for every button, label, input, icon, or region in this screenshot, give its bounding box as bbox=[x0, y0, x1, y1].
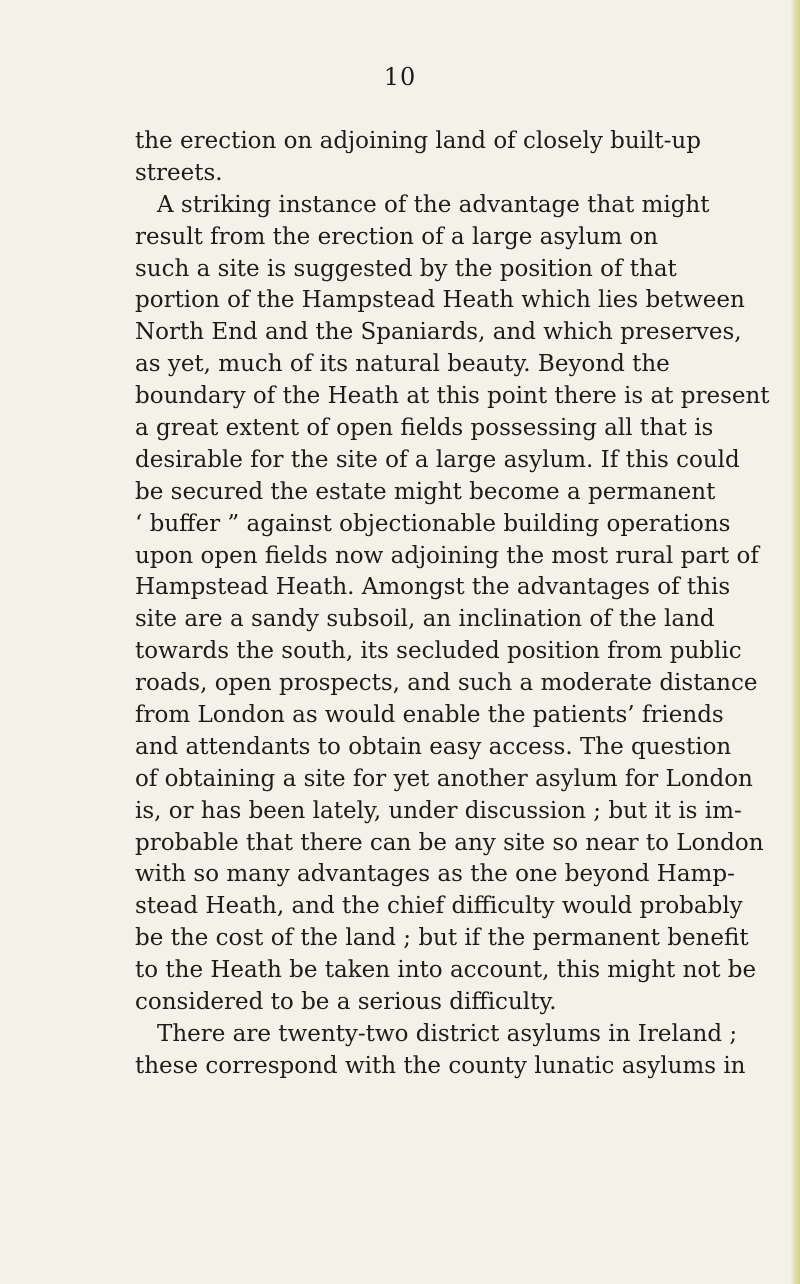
text-line: be secured the estate might become a permanent bbox=[135, 478, 716, 505]
body-text bbox=[135, 126, 770, 1083]
text-line: portion of the Hampstead Heath which lies between bbox=[135, 287, 745, 314]
text-line: is, or has been lately, under discussion ; but it is im- bbox=[135, 797, 742, 824]
text-line: with so many advantages as the one beyond Hamp- bbox=[135, 861, 735, 888]
text-line: the erection on adjoining land of closely built-up bbox=[135, 128, 701, 154]
page-number: 10 bbox=[383, 63, 417, 91]
text-line: ‘ buffer ” against objectionable building operations bbox=[135, 510, 731, 537]
text-line: such a site is suggested by the position of that bbox=[135, 255, 677, 282]
text-line: stead Heath, and the chief difficulty would probably bbox=[135, 893, 743, 920]
text-line: Hampstead Heath. Amongst the advantages of this bbox=[135, 574, 731, 601]
text-line: result from the erection of a large asylum on bbox=[135, 223, 659, 250]
text-line: be the cost of the land ; but if the permanent benefit bbox=[135, 925, 749, 952]
text-line: boundary of the Heath at this point there is at present bbox=[135, 383, 770, 410]
text-line: towards the south, its secluded position from public bbox=[135, 638, 742, 665]
text-line: probable that there can be any site so near to London bbox=[135, 829, 764, 856]
page-edge bbox=[790, 0, 800, 1284]
text-line: roads, open prospects, and such a moderate distance bbox=[135, 670, 758, 697]
text-line: site are a sandy subsoil, an inclination of the land bbox=[135, 606, 715, 633]
text-line: A striking instance of the advantage that might bbox=[157, 191, 710, 218]
text-line: as yet, much of its natural beauty. Beyond the bbox=[135, 351, 670, 378]
text-line: from London as would enable the patients’ friends bbox=[135, 702, 724, 729]
text-line: upon open fields now adjoining the most rural part of bbox=[135, 542, 759, 569]
text-line: desirable for the site of a large asylum. If this could bbox=[135, 446, 740, 473]
text-line: There are twenty-two district asylums in Ireland ; bbox=[157, 1020, 738, 1047]
text-line: of obtaining a site for yet another asylum for London bbox=[135, 765, 753, 792]
text-line: these correspond with the county lunatic asylums in bbox=[135, 1052, 746, 1079]
text-line: a great extent of open fields possessing all that is bbox=[135, 415, 714, 442]
text-line: streets. bbox=[135, 159, 223, 186]
text-line: to the Heath be taken into account, this might not be bbox=[135, 957, 757, 984]
text-line: and attendants to obtain easy access. The question bbox=[135, 733, 732, 760]
text-line: North End and the Spaniards, and which preserves, bbox=[135, 319, 742, 346]
text-line: considered to be a serious difficulty. bbox=[135, 989, 557, 1016]
